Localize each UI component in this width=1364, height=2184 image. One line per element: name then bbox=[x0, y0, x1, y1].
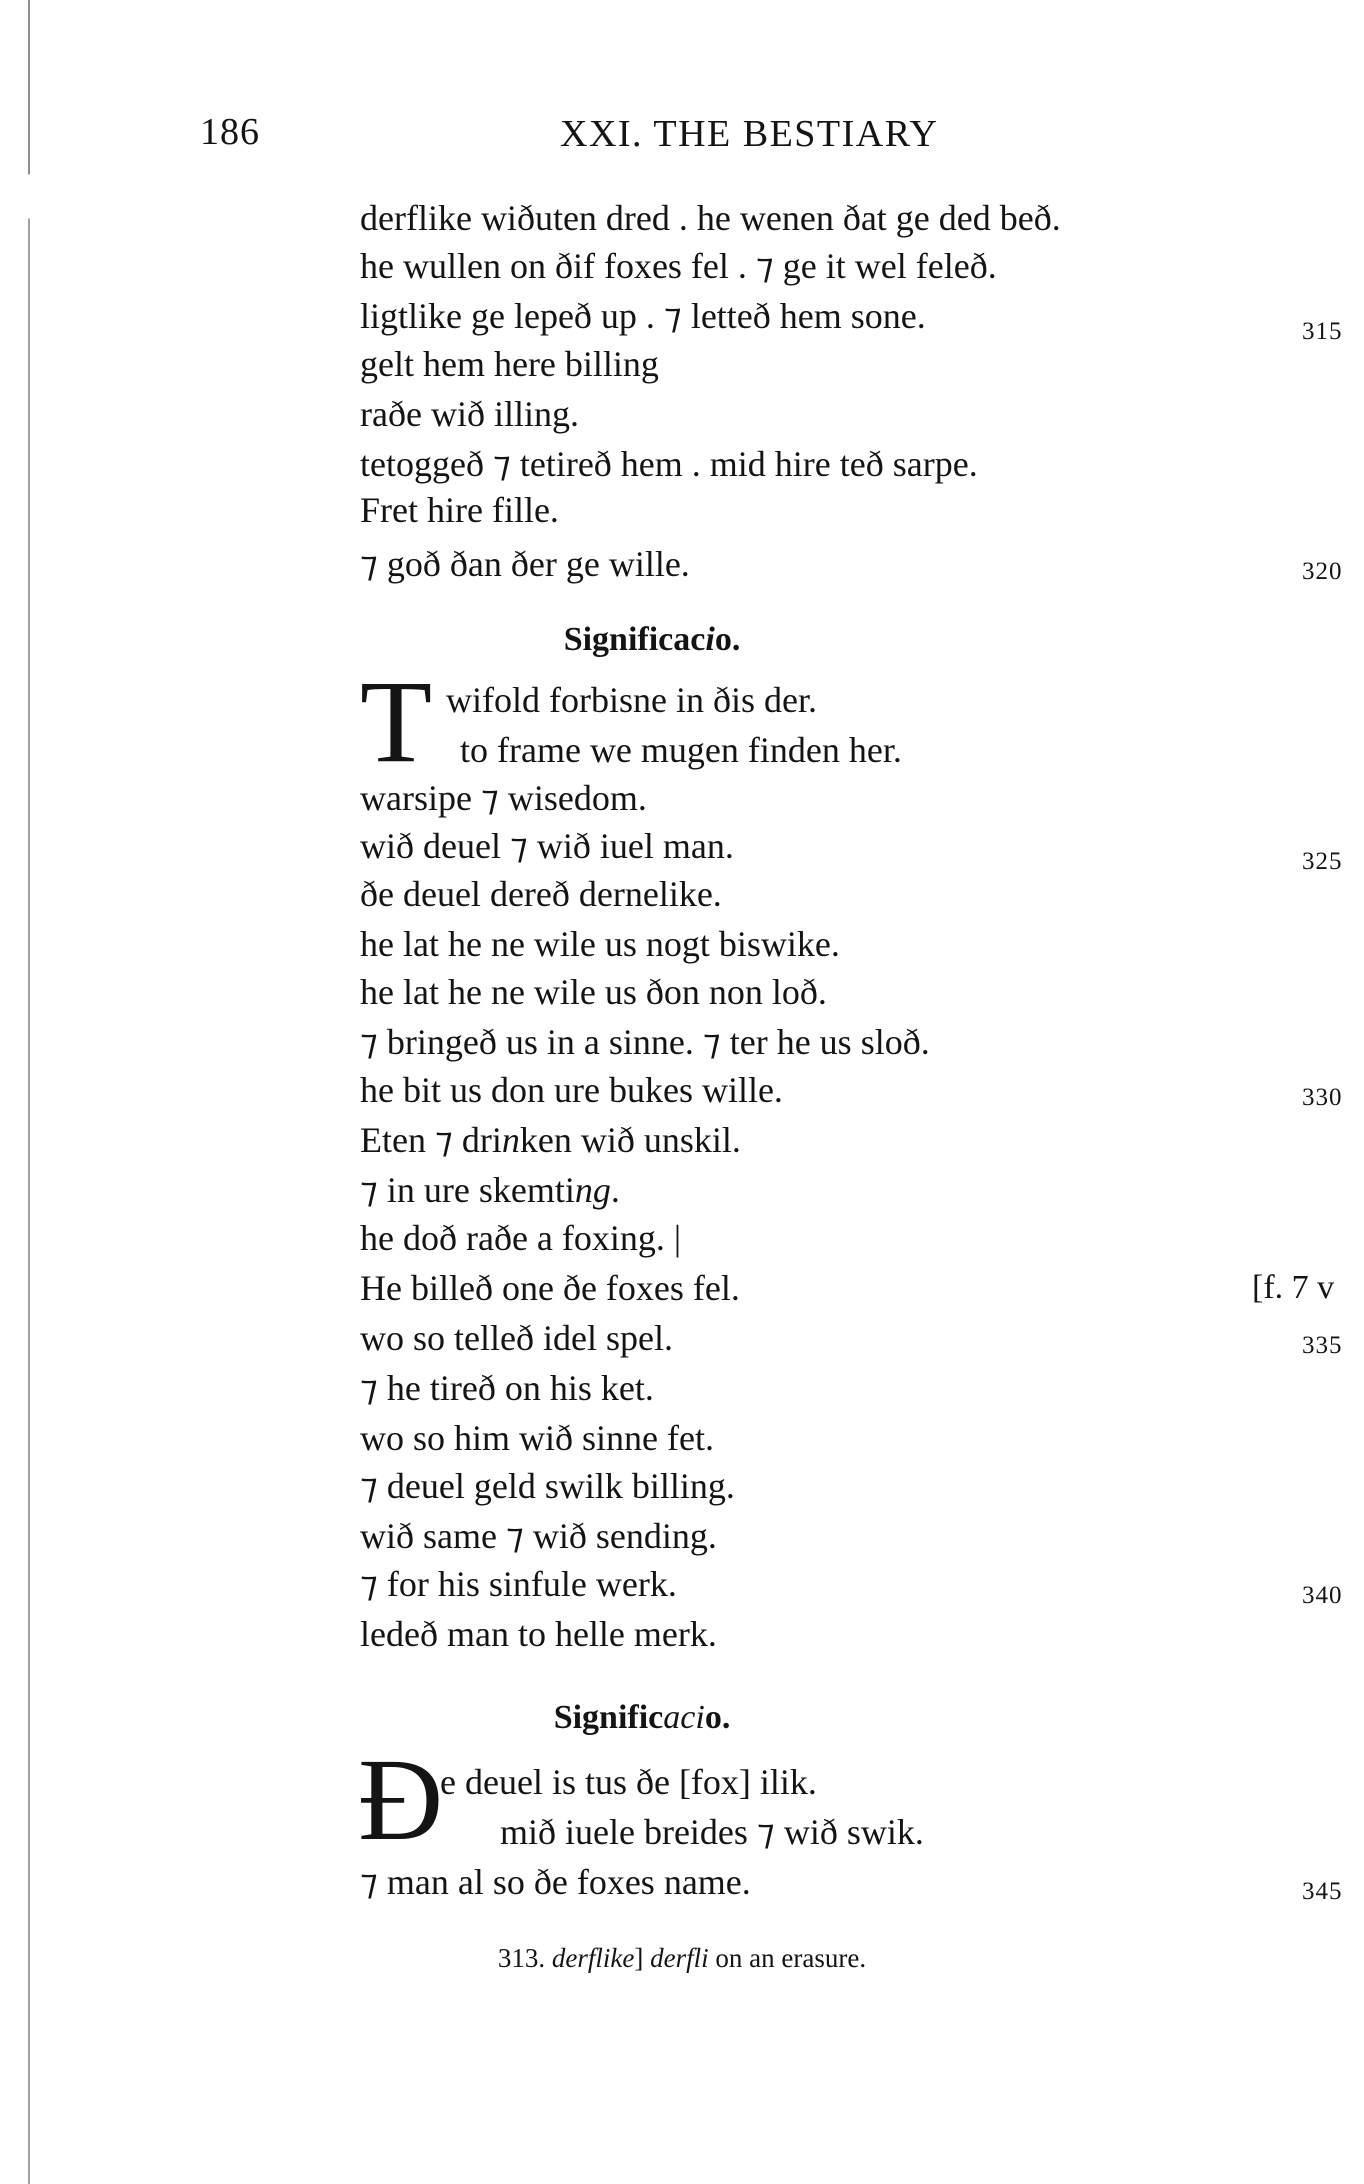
section-heading bbox=[0, 1694, 1364, 1742]
line-number: 320 bbox=[1302, 558, 1343, 585]
heading-end: o. bbox=[704, 1699, 731, 1736]
verse-text: ken wið unskil. bbox=[519, 1120, 741, 1160]
verse-line: derflike wiðuten dred . he wenen ðat ge ded beð. bbox=[360, 198, 1061, 238]
verse-line: wið deuel ⁊ wið iuel man. bbox=[360, 826, 734, 866]
heading-text: Signific bbox=[553, 1699, 664, 1736]
running-title: XXI. THE BESTIARY bbox=[560, 113, 939, 155]
verse-line bbox=[360, 1116, 741, 1164]
verse-line: Fret hire fille. bbox=[360, 490, 559, 530]
footnote-text: on an erasure. bbox=[715, 1943, 867, 1973]
verse-line: wið same ⁊ wið sending. bbox=[360, 1516, 717, 1556]
verse-line: ðe deuel dereð dernelike. bbox=[360, 874, 722, 914]
verse-text: ⁊ in ure skemti bbox=[360, 1170, 575, 1210]
verse-text: . bbox=[610, 1170, 620, 1210]
verse-line: he bit us don ure bukes wille. bbox=[360, 1070, 783, 1110]
line-number: 330 bbox=[1302, 1084, 1343, 1111]
verse-line: he doð raðe a foxing. | bbox=[360, 1218, 682, 1258]
verse-line: wifold forbisne in ðis der. bbox=[446, 680, 817, 720]
footnote bbox=[0, 1938, 1364, 1978]
section-heading bbox=[0, 616, 1364, 664]
heading-end: o. bbox=[714, 621, 741, 658]
verse-text: Eten ⁊ dri bbox=[360, 1120, 502, 1160]
expansion-italic: ng bbox=[574, 1170, 611, 1210]
verse-line: ledeð man to helle merk. bbox=[360, 1614, 717, 1654]
drop-capital: Ð bbox=[358, 1734, 444, 1865]
heading-italic: i bbox=[705, 621, 715, 658]
verse-line: ⁊ bringeð us in a sinne. ⁊ ter he us sloð. bbox=[360, 1022, 930, 1062]
footnote-reading: derfli bbox=[650, 1943, 709, 1973]
line-number: 340 bbox=[1302, 1582, 1343, 1609]
verse-line: ⁊ man al so ðe foxes name. bbox=[360, 1862, 751, 1902]
verse-line: he lat he ne wile us nogt biswike. bbox=[360, 924, 840, 964]
footnote-bracket: ] bbox=[634, 1943, 644, 1973]
verse-line: ⁊ he tireð on his ket. bbox=[360, 1368, 654, 1408]
verse-line: mið iuele breides ⁊ wið swik. bbox=[500, 1812, 924, 1852]
verse-line: tetoggeð ⁊ tetireð hem . mid hire teð sarpe. bbox=[360, 444, 978, 484]
verse-line: ⁊ goð ðan ðer ge wille. bbox=[360, 544, 690, 584]
verse-line bbox=[360, 1166, 620, 1214]
line-number: 345 bbox=[1302, 1878, 1343, 1905]
heading-italic: aci bbox=[663, 1699, 705, 1736]
line-number: 315 bbox=[1302, 318, 1343, 345]
verse-line: warsipe ⁊ wisedom. bbox=[360, 778, 647, 818]
folio-note: [f. 7 v bbox=[1252, 1269, 1335, 1306]
verse-line: he wullen on ðif foxes fel . ⁊ ge it wel feleð. bbox=[360, 246, 997, 286]
verse-line: ligtlike ge lepeð up . ⁊ letteð hem sone. bbox=[360, 296, 926, 336]
footnote-lemma: derflike bbox=[551, 1943, 635, 1973]
drop-capital: T bbox=[360, 656, 433, 787]
verse-line: ⁊ for his sinfule werk. bbox=[360, 1564, 677, 1604]
verse-line: gelt hem here billing bbox=[360, 344, 659, 384]
heading-text: Significac bbox=[563, 621, 706, 658]
verse-line: to frame we mugen finden her. bbox=[460, 730, 902, 770]
verse-line: raðe wið illing. bbox=[360, 394, 579, 434]
line-number: 325 bbox=[1302, 848, 1343, 875]
verse-line: He billeð one ðe foxes fel. bbox=[360, 1268, 740, 1308]
line-number: 335 bbox=[1302, 1332, 1343, 1359]
expansion-italic: n bbox=[501, 1120, 520, 1160]
verse-line: he lat he ne wile us ðon non loð. bbox=[360, 972, 827, 1012]
page-number: 186 bbox=[200, 111, 260, 153]
verse-line: ⁊ deuel geld swilk billing. bbox=[360, 1466, 735, 1506]
verse-line: wo so him wið sinne fet. bbox=[360, 1418, 714, 1458]
footnote-number: 313. bbox=[497, 1943, 546, 1973]
running-header bbox=[0, 110, 1364, 160]
verse-line: wo so telleð idel spel. bbox=[360, 1318, 673, 1358]
page-edge-line bbox=[28, 0, 30, 2184]
verse-line: e deuel is tus ðe [fox] ilik. bbox=[440, 1762, 817, 1802]
